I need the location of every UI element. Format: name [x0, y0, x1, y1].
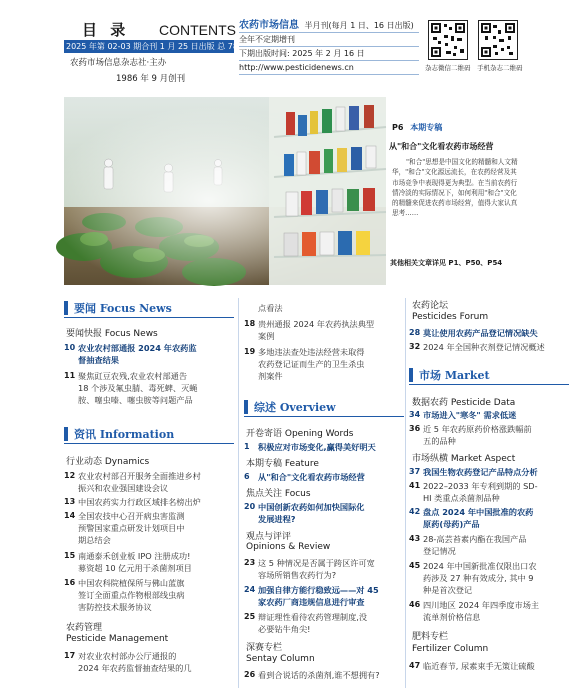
category-sentay-column: 深赛专栏	[246, 643, 283, 653]
section-information: 资讯 Information	[64, 426, 234, 442]
toc-entry[interactable]: 19 多地违法查处违法经营未取得 农药登记证而生产的卫生杀虫 剂案件	[244, 347, 365, 381]
toc-entry[interactable]: 26 看到合说话的杀菌剂,谁不想拥有?	[244, 670, 380, 680]
category-pesticide-management: 农药管理	[66, 623, 103, 633]
toc-entry[interactable]: 13 中国农药实力行政区域排名榜出炉	[64, 497, 201, 507]
feature-page-label: P6 本期专稿	[392, 123, 443, 132]
wechat-qr-caption: 杂志微信二维码	[425, 64, 471, 72]
toc-entry[interactable]: 42 盘点 2024 年中国批准的农药 原药(母药)产品	[409, 507, 534, 529]
toc-entry[interactable]: 18 贵州通报 2024 年农药执法典型 案例	[244, 319, 375, 341]
toc-entry[interactable]: 23 这 5 种情况是否属于跨区许可宽 容场所销售农药行为?	[244, 558, 375, 580]
toc-entry[interactable]: 6 从"和合"文化看农药市场经营	[244, 472, 365, 482]
section-market: 市场 Market	[409, 367, 569, 383]
toc-entry[interactable]: 25 辩证理性看待农药管理制度,没 必要钻牛角尖!	[244, 612, 368, 634]
section-overview: 综述 Overview	[244, 399, 404, 415]
feature-title[interactable]: 从"和合"文化看农药市场经营	[389, 142, 494, 151]
magazine-name: 农药市场信息	[239, 20, 299, 31]
category-sentay-column-en: Sentay Column	[246, 654, 315, 664]
publisher-line: 农药市场信息杂志社·主办	[70, 58, 167, 68]
next-issue-date: 下期出版时间: 2025 年 2 月 16 日	[239, 48, 419, 61]
toc-entry[interactable]: 28 莫让使用农药产品登记情况缺失	[409, 328, 538, 338]
contents-title: 目 录	[82, 21, 130, 39]
toc-entry[interactable]: 37 我国生物农药登记产品特点分析	[409, 467, 538, 477]
category-fertilizer-column: 肥料专栏	[412, 632, 449, 642]
toc-entry[interactable]: 14 全国农技中心召开病虫害监测 预警国家重点研发计划项目中 期总结会	[64, 511, 185, 545]
toc-entry[interactable]: 11 聚焦豇豆农残,农业农村部通告 18 个涉及氟虫腈、毒死蜱、灭蝇 胺、噻虫嗪、噻虫胺等问题产品	[64, 371, 198, 405]
magazine-frequency: 半月刊(每月 1 日、16 日出版)	[304, 21, 414, 30]
section-focus-news: 要闻 Focus News	[64, 300, 234, 316]
category-fertilizer-column-en: Fertilizer Column	[412, 644, 489, 654]
feature-related-pages: 其他相关文章详见 P1、P50、P54	[390, 259, 503, 267]
category-opening-words: 开卷寄语 Opening Words	[246, 429, 354, 439]
category-pesticides-forum-en: Pesticides Forum	[412, 312, 489, 322]
category-focus-news: 要闻快报 Focus News	[66, 329, 158, 339]
category-pesticide-data: 数据农药 Pesticide Data	[412, 398, 516, 408]
category-dynamics: 行业动态 Dynamics	[66, 457, 150, 467]
toc-entry[interactable]: 24 加强自律方能行稳致远——对 45 家农药厂商违规信息进行审查	[244, 585, 379, 607]
founded-line: 1986 年 9 月创刊	[116, 74, 186, 84]
toc-entry[interactable]: 43 28-高芸苔素内酯在我国产品 登记情况	[409, 534, 527, 556]
toc-entry[interactable]: 45 2024 年中国新批准仅限出口农 药涉及 27 种有效成分, 其中 9 种是首次登记	[409, 561, 537, 595]
issue-line: 2025 年第 02-03 期合刊 1 月 25 日出版 总 785,786 期	[66, 42, 272, 51]
masthead-note: 全年不定期增刊	[239, 34, 419, 47]
toc-entry[interactable]: 20 中国创新农药如何加快国际化 发展进程?	[244, 502, 365, 524]
category-market-aspect: 市场纵横 Market Aspect	[412, 454, 516, 464]
category-opinions: 观点与评评	[246, 532, 292, 542]
mobile-qr-caption: 手机杂志二维码	[477, 64, 523, 72]
contents-title-en: CONTENTS	[159, 22, 236, 38]
toc-entry[interactable]: 1 积极应对市场变化,赢得美好明天	[244, 442, 376, 452]
toc-entry[interactable]: 15 南通泰禾创业板 IPO 注册成功! 募资超 10 亿元用于杀菌剂项目	[64, 551, 192, 573]
category-feature: 本期专稿 Feature	[246, 459, 319, 469]
wechat-qr-code	[428, 20, 468, 60]
toc-entry[interactable]: 12 农业农村部召开服务全面推进乡村 振兴和农业强国建设会议	[64, 471, 201, 493]
column-divider	[405, 298, 406, 688]
mobile-qr-code	[478, 20, 518, 60]
category-pesticide-management-en: Pesticide Management	[66, 634, 169, 644]
website-url[interactable]: http://www.pesticidenews.cn	[239, 62, 419, 75]
toc-entry[interactable]: 46 四川地区 2024 年四季度市场主 流单剂价格信息	[409, 600, 540, 622]
toc-entry[interactable]: 34 市场进入"寒冬" 需求低迷	[409, 410, 517, 420]
category-opinions-en: Opinions & Review	[246, 542, 331, 552]
column-divider	[238, 298, 239, 688]
toc-entry[interactable]: 32 2024 年全国种衣剂登记情况概述	[409, 342, 545, 352]
category-focus: 焦点关注 Focus	[246, 489, 311, 499]
category-pesticides-forum: 农药论坛	[412, 301, 449, 311]
toc-entry[interactable]: 47 临近春节, 尿素束手无策让硫酸	[409, 661, 535, 671]
toc-entry-continued[interactable]: 点看法	[258, 303, 283, 313]
cover-photo	[64, 97, 386, 285]
toc-entry[interactable]: 41 2022–2033 年专利到期的 SD- HI 类重点杀菌剂品种	[409, 481, 538, 503]
feature-summary: "和合"思想是中国文化的精髓和人文精华，"和合"文化源远流长，在农药经营及其市场竞争中表现得更为典型。在当前农药行情冷淡的实际情况下，如何利用"和合"文化的精髓来促进农药市场经营，值得大家认真思考……	[392, 158, 518, 218]
toc-entry[interactable]: 36 近 5 年农药原药价格涨跌幅前 五的品种	[409, 424, 532, 446]
toc-entry[interactable]: 10 农业农村部通报 2024 年农药监 督抽查结果	[64, 343, 197, 365]
toc-entry[interactable]: 16 中国农科院植保所与佛山蓝旗 签订全面重点作物根部线虫病 害防控技术服务协议	[64, 578, 185, 612]
masthead-box	[239, 20, 419, 78]
toc-entry[interactable]: 17 对农业农村部办公厅通报的 2024 年农药监督抽查结果的几	[64, 651, 192, 673]
